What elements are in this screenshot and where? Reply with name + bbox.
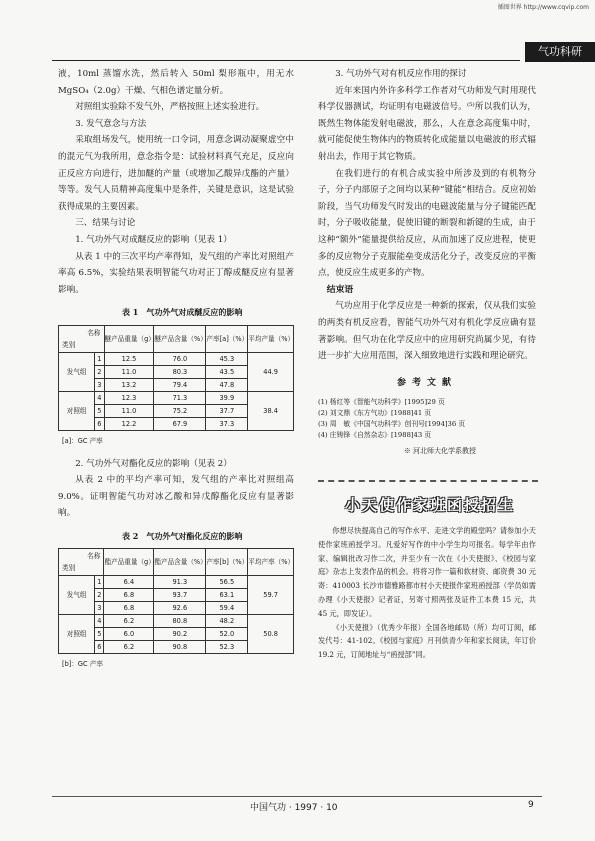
references-title: 参考文献 xyxy=(396,377,457,388)
table1 xyxy=(58,325,294,431)
corner-bottom: 类别 xyxy=(62,340,76,349)
table-cell: 75.2 xyxy=(154,404,206,417)
table-cell: 2 xyxy=(95,365,104,378)
page-number: 9 xyxy=(528,800,534,810)
table-cell: 6.8 xyxy=(104,589,154,602)
column-header: 醚产品含量（%） xyxy=(154,325,206,352)
heading-results: 三、结果与讨论 xyxy=(75,218,136,229)
table2-caption: 表 2 气功外气对酯化反应的影响 xyxy=(122,530,243,541)
table-cell: 13.2 xyxy=(104,378,154,391)
table-cell: 4 xyxy=(95,615,104,628)
table-cell: 6.4 xyxy=(104,576,154,589)
table-cell: 59.4 xyxy=(206,602,248,615)
table-cell: 37.3 xyxy=(206,417,248,430)
table-cell: 6 xyxy=(95,641,104,654)
group-average-cell: 38.4 xyxy=(248,391,294,430)
journal-footer: 中国气功 · 1997 · 10 xyxy=(250,803,338,813)
table-cell: 90.2 xyxy=(154,628,206,641)
table-cell: 80.3 xyxy=(154,365,206,378)
table-header-row xyxy=(59,549,294,576)
table-cell: 52.0 xyxy=(206,628,248,641)
group-name-cell: 发气组 xyxy=(59,576,95,615)
heading-method: 3. 发气意念与方法 xyxy=(75,118,147,129)
table-corner-cell xyxy=(59,325,105,352)
ad-body xyxy=(318,524,536,662)
heading-conclusion: 结束语 xyxy=(326,284,354,295)
heading-result-2: 2. 气功外气对酯化反应的影响（见表 2） xyxy=(75,458,232,469)
group-name-cell: 对照组 xyxy=(59,615,95,654)
table-cell: 2 xyxy=(95,589,104,602)
column-header: 平均产量（%） xyxy=(248,325,294,352)
table-cell: 6.0 xyxy=(104,628,154,641)
table-cell: 43.5 xyxy=(206,365,248,378)
right-column xyxy=(318,66,536,460)
group-average-cell: 59.7 xyxy=(248,576,294,615)
group-name-cell: 发气组 xyxy=(59,352,95,391)
table-cell: 6.2 xyxy=(104,615,154,628)
column-header: 平均产率（%） xyxy=(248,549,294,576)
paragraph: 《小天使报》（优秀少年报）全国各地邮局（所）均可订阅，邮发代号：41-102。《校园与家庭》月刊供青少年和家长阅读，年订价 19.2 元，订阅地址与“函授部”同。 xyxy=(318,622,536,660)
table-cell: 47.8 xyxy=(206,378,248,391)
table-row xyxy=(59,615,294,628)
table-cell: 11.0 xyxy=(104,404,154,417)
column-header: 酯产品重量（g） xyxy=(104,549,154,576)
paragraph: 从表 2 中的平均产率可知，发气组的产率比对照组高 9.0%。证明智能气功对冰乙酸和异戊醇酯化反应有显著影响。 xyxy=(58,475,294,519)
paragraph: 从表 1 中的三次平均产率得知，发气组的产率比对照组产率高 6.5%，实验结果表明智能气功对正丁醇成醚反应有显著影响。 xyxy=(58,251,294,295)
column-header: 产率[b]（%） xyxy=(206,549,248,576)
section-tag: 气功科研 xyxy=(525,42,595,62)
heading-result-1: 1. 气功外气对成醚反应的影响（见表 1） xyxy=(75,234,232,245)
table-cell: 71.3 xyxy=(154,391,206,404)
table-cell: 63.1 xyxy=(206,589,248,602)
table-cell: 91.3 xyxy=(154,576,206,589)
table1-note: [a]：GC 产率 xyxy=(62,436,103,445)
table-cell: 76.0 xyxy=(154,352,206,365)
reference-item: (1) 杨红等《智能气功科学》[1995]29 页 xyxy=(318,398,445,407)
table-cell: 45.3 xyxy=(206,352,248,365)
section-divider xyxy=(318,480,538,482)
ad-title: 小天使作家班函授招生 xyxy=(345,496,516,514)
table-cell: 90.8 xyxy=(154,641,206,654)
paragraph: 采取组场发气，使用统一口令词，用意念调动凝聚虚空中的混元气为我所用，意念指令是：试验材料真气充足，反应向正反应方向进行，进加醚的产量（或增加乙酸异戊酯的产量）等等。发气人员精神高度集中是条件，关键是意识，这是试验获得成果的主要因素。 xyxy=(58,135,294,212)
table-cell: 4 xyxy=(95,391,104,404)
table-cell: 52.3 xyxy=(206,641,248,654)
group-average-cell: 50.8 xyxy=(248,615,294,654)
table-cell: 3 xyxy=(95,378,104,391)
table-cell: 11.0 xyxy=(104,365,154,378)
source-url: 插图世界 http://www.cqvip.com xyxy=(497,4,589,11)
table-cell: 1 xyxy=(95,576,104,589)
corner-top: 名称 xyxy=(87,328,101,337)
paragraph: 对照组实验除不发气外，严格按照上述实验进行。 xyxy=(75,102,265,113)
group-average-cell: 44.9 xyxy=(248,352,294,391)
paragraph: 在我们进行的有机合成实验中所涉及到的有机物分子，分子内部原子之间均以某种“键能”相结合。反应初始阶段，当气功师发气时发出的电磁波能量与分子键能匹配时，分子吸收能量，促使旧键的断裂和新键的生成，由于这种“额外”能量提供给反应，从而加速了反应进程，使更多的反应物分子克服能垒变成活化分子，改变反应的平衡点，使反应生成更多的产物。 xyxy=(318,168,536,279)
column-header: 产率[a]（%） xyxy=(206,325,248,352)
table-cell: 92.6 xyxy=(154,602,206,615)
paragraph: 气功应用于化学反应是一种新的探索，仅从我们实验的两类有机反应看，智能气功外气对有机化学反应确有显著影响。但气功在化学反应中的应用研究尚属少见，有待进一步扩大应用范围，深入细致地进行实践和理论研究。 xyxy=(318,301,536,362)
table-cell: 80.8 xyxy=(154,615,206,628)
table-cell: 79.4 xyxy=(154,378,206,391)
table-cell: 6.2 xyxy=(104,641,154,654)
table-cell: 1 xyxy=(95,352,104,365)
left-column xyxy=(58,66,294,679)
table-cell: 6 xyxy=(95,417,104,430)
table-row xyxy=(59,352,294,365)
group-name-cell: 对照组 xyxy=(59,391,95,430)
table-cell: 56.5 xyxy=(206,576,248,589)
column-header: 醚产品重量（g） xyxy=(104,325,154,352)
table-cell: 39.9 xyxy=(206,391,248,404)
table-cell: 12.3 xyxy=(104,391,154,404)
table-cell: 93.7 xyxy=(154,589,206,602)
table-cell: 67.9 xyxy=(154,417,206,430)
footer-rule xyxy=(52,796,542,797)
table-cell: 5 xyxy=(95,628,104,641)
table-row xyxy=(59,576,294,589)
table-cell: 3 xyxy=(95,602,104,615)
table-cell: 5 xyxy=(95,404,104,417)
references-list xyxy=(318,397,536,441)
paragraph: 液，10ml 蒸馏水洗，然后转入 50ml 梨形瓶中，用无水 MgSO₄（2.0g）干燥、气相色谱定量分析。 xyxy=(58,69,294,96)
heading-result-3: 3. 气功外气对有机反应作用的探讨 xyxy=(335,69,467,79)
reference-item: (4) 庄铸锋《自然杂志》[1988]43 页 xyxy=(318,431,432,440)
reference-item: (3) 周 敏《中国气功科学》创刊号[1994]36 页 xyxy=(318,420,466,429)
table1-caption: 表 1 气功外气对成醚反应的影响 xyxy=(122,307,243,318)
table2-note: [b]：GC 产率 xyxy=(62,660,103,669)
table-header-row xyxy=(59,325,294,352)
table-cell: 12.5 xyxy=(104,352,154,365)
table-cell: 37.7 xyxy=(206,404,248,417)
table-cell: 48.2 xyxy=(206,615,248,628)
author-affiliation: ※ 河北师大化学系教授 xyxy=(403,447,476,456)
corner-top: 名称 xyxy=(87,552,101,561)
header-rule xyxy=(52,60,520,61)
corner-bottom: 类别 xyxy=(62,564,76,573)
table-cell: 6.8 xyxy=(104,602,154,615)
table-cell: 12.2 xyxy=(104,417,154,430)
reference-item: (2) 刘文鼎《东方气功》[1988]41 页 xyxy=(318,409,432,418)
table-row xyxy=(59,391,294,404)
table-corner-cell xyxy=(59,549,104,576)
column-header: 酯产品含量（%） xyxy=(154,549,206,576)
paragraph: 你想尽快提高自己的写作水平、走进文学的殿堂吗？请参加小天使作家班函授学习。凡爱好写作的中小学生均可报名。每学年由作家、编辑批改习作二次，并至少有一次在《小天使报》、《校园与家庭》杂志上发表作品的机会。将将习作一篇和软材资、邮资费 30 元寄：410003 长沙市德雅路都市村小天使报作家班函授部（学员如需办理《小天使报》记者证，另寄寸照两张及证件工本费 15 元，共 45 元，即发证）。 xyxy=(318,526,536,618)
paragraph: 近年来国内外许多科学工作者对气功师发气时用现代科学仪器测试，均证明有电磁波信号。⁽⁵⁾所以我们认为，既然生物体能发射电磁波，那么，人在意念高度集中时，就可能促使生物体内的物质转化成能量以电磁波的形式辐射出去，作用于其它物质。 xyxy=(318,85,536,162)
table2 xyxy=(58,548,294,654)
